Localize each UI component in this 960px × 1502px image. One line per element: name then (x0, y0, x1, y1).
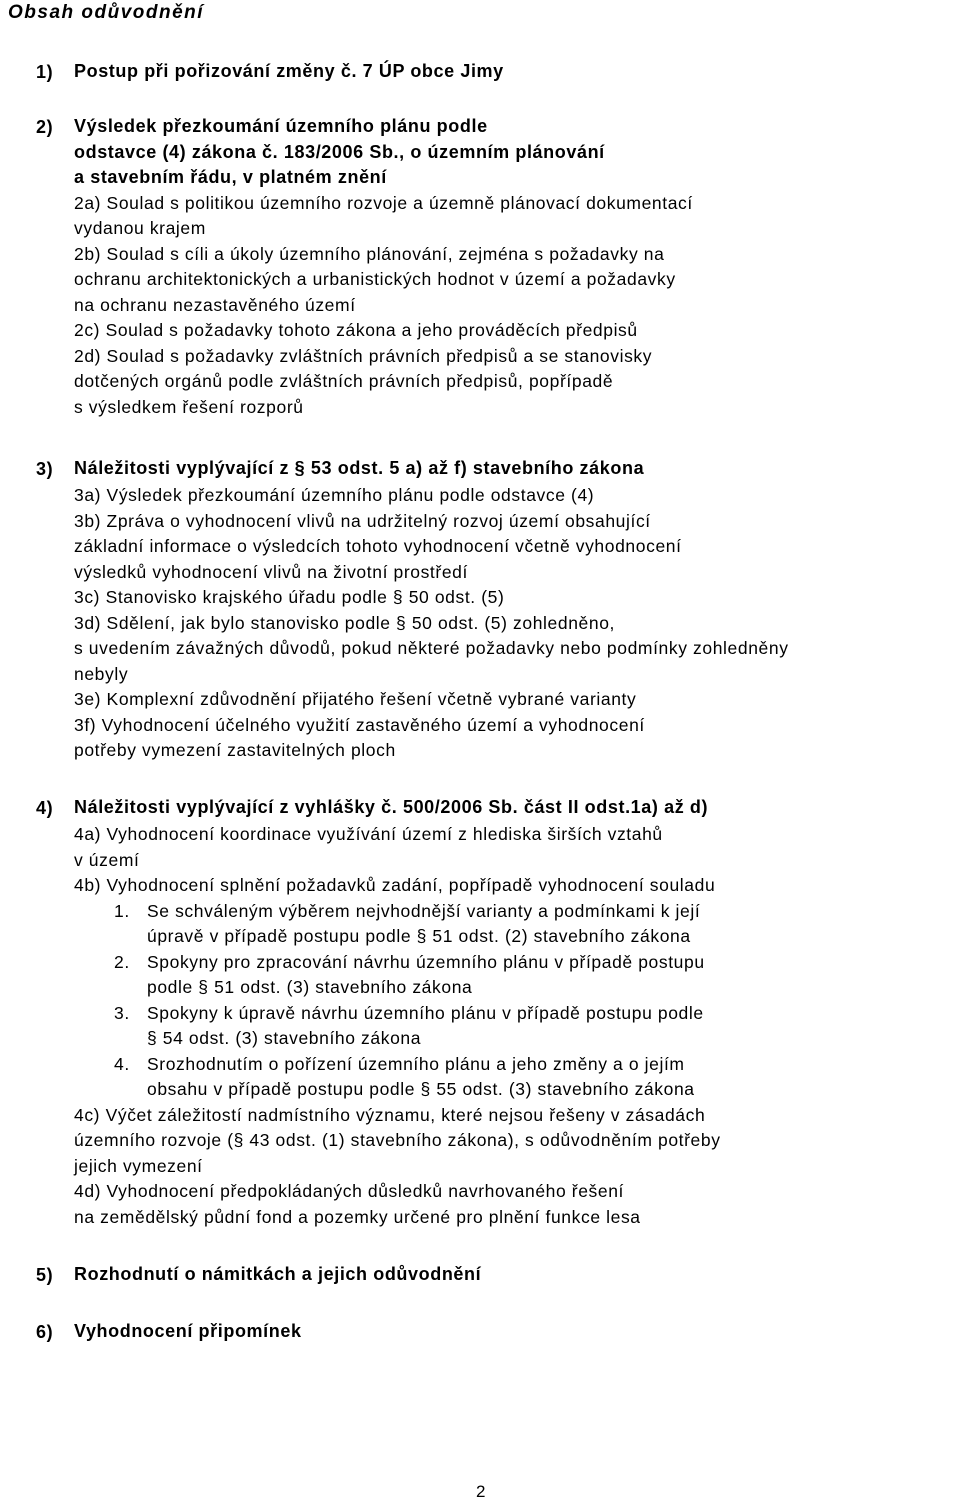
section-title (74, 795, 956, 822)
title-line: Výsledek přezkoumání územního plánu podle (74, 116, 488, 136)
section-body (74, 822, 956, 1230)
section-3 (36, 456, 956, 764)
section-number: 2) (36, 117, 54, 137)
body-line: 4b) Vyhodnocení splnění požadavků zadání, popřípadě vyhodnocení souladu (74, 875, 716, 895)
list-item-line: Spokyny pro zpracování návrhu územního plánu v případě postupu (147, 951, 705, 972)
title-line: a stavebním řádu, v platném znění (74, 167, 387, 187)
list-item-line: obsahu v případě postupu podle § 55 odst. (3) stavebního zákona (147, 1079, 695, 1099)
body-line: vydanou krajem (74, 218, 206, 238)
list-item-line: podle § 51 odst. (3) stavebního zákona (147, 977, 473, 997)
list-item (114, 1001, 956, 1052)
body-line: územního rozvoje (§ 43 odst. (1) stavebního zákona), s odůvodněním potřeby (74, 1130, 721, 1150)
list-item (114, 899, 956, 950)
list-item-number: 4. (114, 1053, 130, 1074)
body-line: s výsledkem řešení rozporů (74, 396, 304, 417)
title-line: Náležitosti vyplývající z § 53 odst. 5 a) až f) stavebního zákona (74, 458, 645, 478)
list-item-text (147, 899, 956, 950)
list-item-text (147, 950, 956, 1001)
section-number: 1) (36, 62, 54, 82)
list-item-text (147, 1052, 956, 1103)
body-line: na ochranu nezastavěného území (74, 294, 356, 315)
section-4 (36, 795, 956, 1230)
body-line: jejich vymezení (74, 1155, 203, 1176)
section-number: 6) (36, 1322, 54, 1342)
section-number: 3) (36, 459, 54, 479)
body-line: 2a) Soulad s politikou územního rozvoje a územně plánovací dokumentací (74, 192, 693, 213)
body-line: 2b) Soulad s cíli a úkoly územního plánování, zejména s požadavky na (74, 243, 665, 264)
section-heading (36, 1262, 956, 1289)
list-item-line: Se schváleným výběrem nejvhodnější varianty a podmínkami k její (147, 900, 701, 921)
list-item (114, 1052, 956, 1103)
body-line: 3e) Komplexní zdůvodnění přijatého řešení včetně vybrané varianty (74, 689, 637, 709)
body-line: 3d) Sdělení, jak bylo stanovisko podle § 50 odst. (5) zohledněno, (74, 612, 615, 633)
body-line: ochranu architektonických a urbanistických hodnot v území a požadavky (74, 269, 676, 289)
title-line: Náležitosti vyplývající z vyhlášky č. 500/2006 Sb. část II odst.1a) až d) (74, 797, 709, 817)
section-title (74, 114, 956, 191)
body-line: dotčených orgánů podle zvláštních právních předpisů, popřípadě (74, 371, 614, 391)
section-heading (36, 59, 956, 86)
list-item-number: 2. (114, 951, 130, 972)
body-line: základní informace o výsledcích tohoto vyhodnocení včetně vyhodnocení (74, 536, 682, 556)
section-body (74, 483, 956, 764)
title-line: odstavce (4) zákona č. 183/2006 Sb., o územním plánování (74, 141, 605, 162)
body-line: nebyly (74, 663, 129, 684)
list-item-text (147, 1001, 956, 1052)
body-line: 3c) Stanovisko krajského úřadu podle § 50 odst. (5) (74, 587, 505, 607)
body-line: 2c) Soulad s požadavky tohoto zákona a jeho prováděcích předpisů (74, 320, 638, 340)
list-item (114, 950, 956, 1001)
list-item-line: Srozhodnutím o pořízení územního plánu a jeho změny a o jejím (147, 1053, 685, 1074)
title-line: Postup při pořizování změny č. 7 ÚP obce Jimy (74, 61, 504, 81)
body-line: výsledků vyhodnocení vlivů na životní prostředí (74, 561, 468, 582)
section-6 (36, 1319, 956, 1346)
section-number: 4) (36, 798, 54, 818)
list-item-number: 3. (114, 1002, 130, 1023)
body-line: s uvedením závažných důvodů, pokud některé požadavky nebo podmínky zohledněny (74, 638, 789, 658)
page-number: 2 (476, 1482, 487, 1501)
section-heading (36, 114, 956, 191)
section-title (74, 59, 956, 86)
list-item-line: Spokyny k úpravě návrhu územního plánu v případě postupu podle (147, 1002, 704, 1023)
body-line: 4a) Vyhodnocení koordinace využívání území z hlediska širších vztahů (74, 824, 663, 844)
section-heading (36, 795, 956, 822)
section-heading (36, 456, 956, 483)
list-item-line: úpravě v případě postupu podle § 51 odst. (2) stavebního zákona (147, 926, 691, 946)
section-title (74, 1262, 956, 1289)
section-2 (36, 114, 956, 420)
body-line: 2d) Soulad s požadavky zvláštních právních předpisů a se stanovisky (74, 345, 653, 366)
numbered-list (114, 899, 956, 1103)
title-line: Rozhodnutí o námitkách a jejich odůvodnění (74, 1264, 482, 1284)
body-line: potřeby vymezení zastavitelných ploch (74, 740, 396, 760)
body-line: na zemědělský půdní fond a pozemky určené pro plnění funkce lesa (74, 1206, 641, 1227)
section-1 (36, 59, 956, 86)
body-line: v území (74, 849, 140, 870)
list-item-line: § 54 odst. (3) stavebního zákona (147, 1028, 422, 1048)
section-5 (36, 1262, 956, 1289)
body-line: 4c) Výčet záležitostí nadmístního významu, které nejsou řešeny v zásadách (74, 1104, 706, 1125)
section-title (74, 1319, 956, 1346)
title-line: Vyhodnocení připomínek (74, 1321, 302, 1341)
body-line: 3b) Zpráva o vyhodnocení vlivů na udržitelný rozvoj území obsahující (74, 510, 651, 531)
body-line: 4d) Vyhodnocení předpokládaných důsledků navrhovaného řešení (74, 1181, 625, 1201)
section-number: 5) (36, 1265, 54, 1285)
section-body (74, 191, 956, 421)
section-title (74, 456, 956, 483)
document-title: Obsah odůvodnění (8, 2, 205, 23)
list-item-number: 1. (114, 900, 130, 921)
section-heading (36, 1319, 956, 1346)
body-line: 3a) Výsledek přezkoumání územního plánu podle odstavce (4) (74, 485, 595, 505)
body-line: 3f) Vyhodnocení účelného využití zastavěného území a vyhodnocení (74, 714, 645, 735)
